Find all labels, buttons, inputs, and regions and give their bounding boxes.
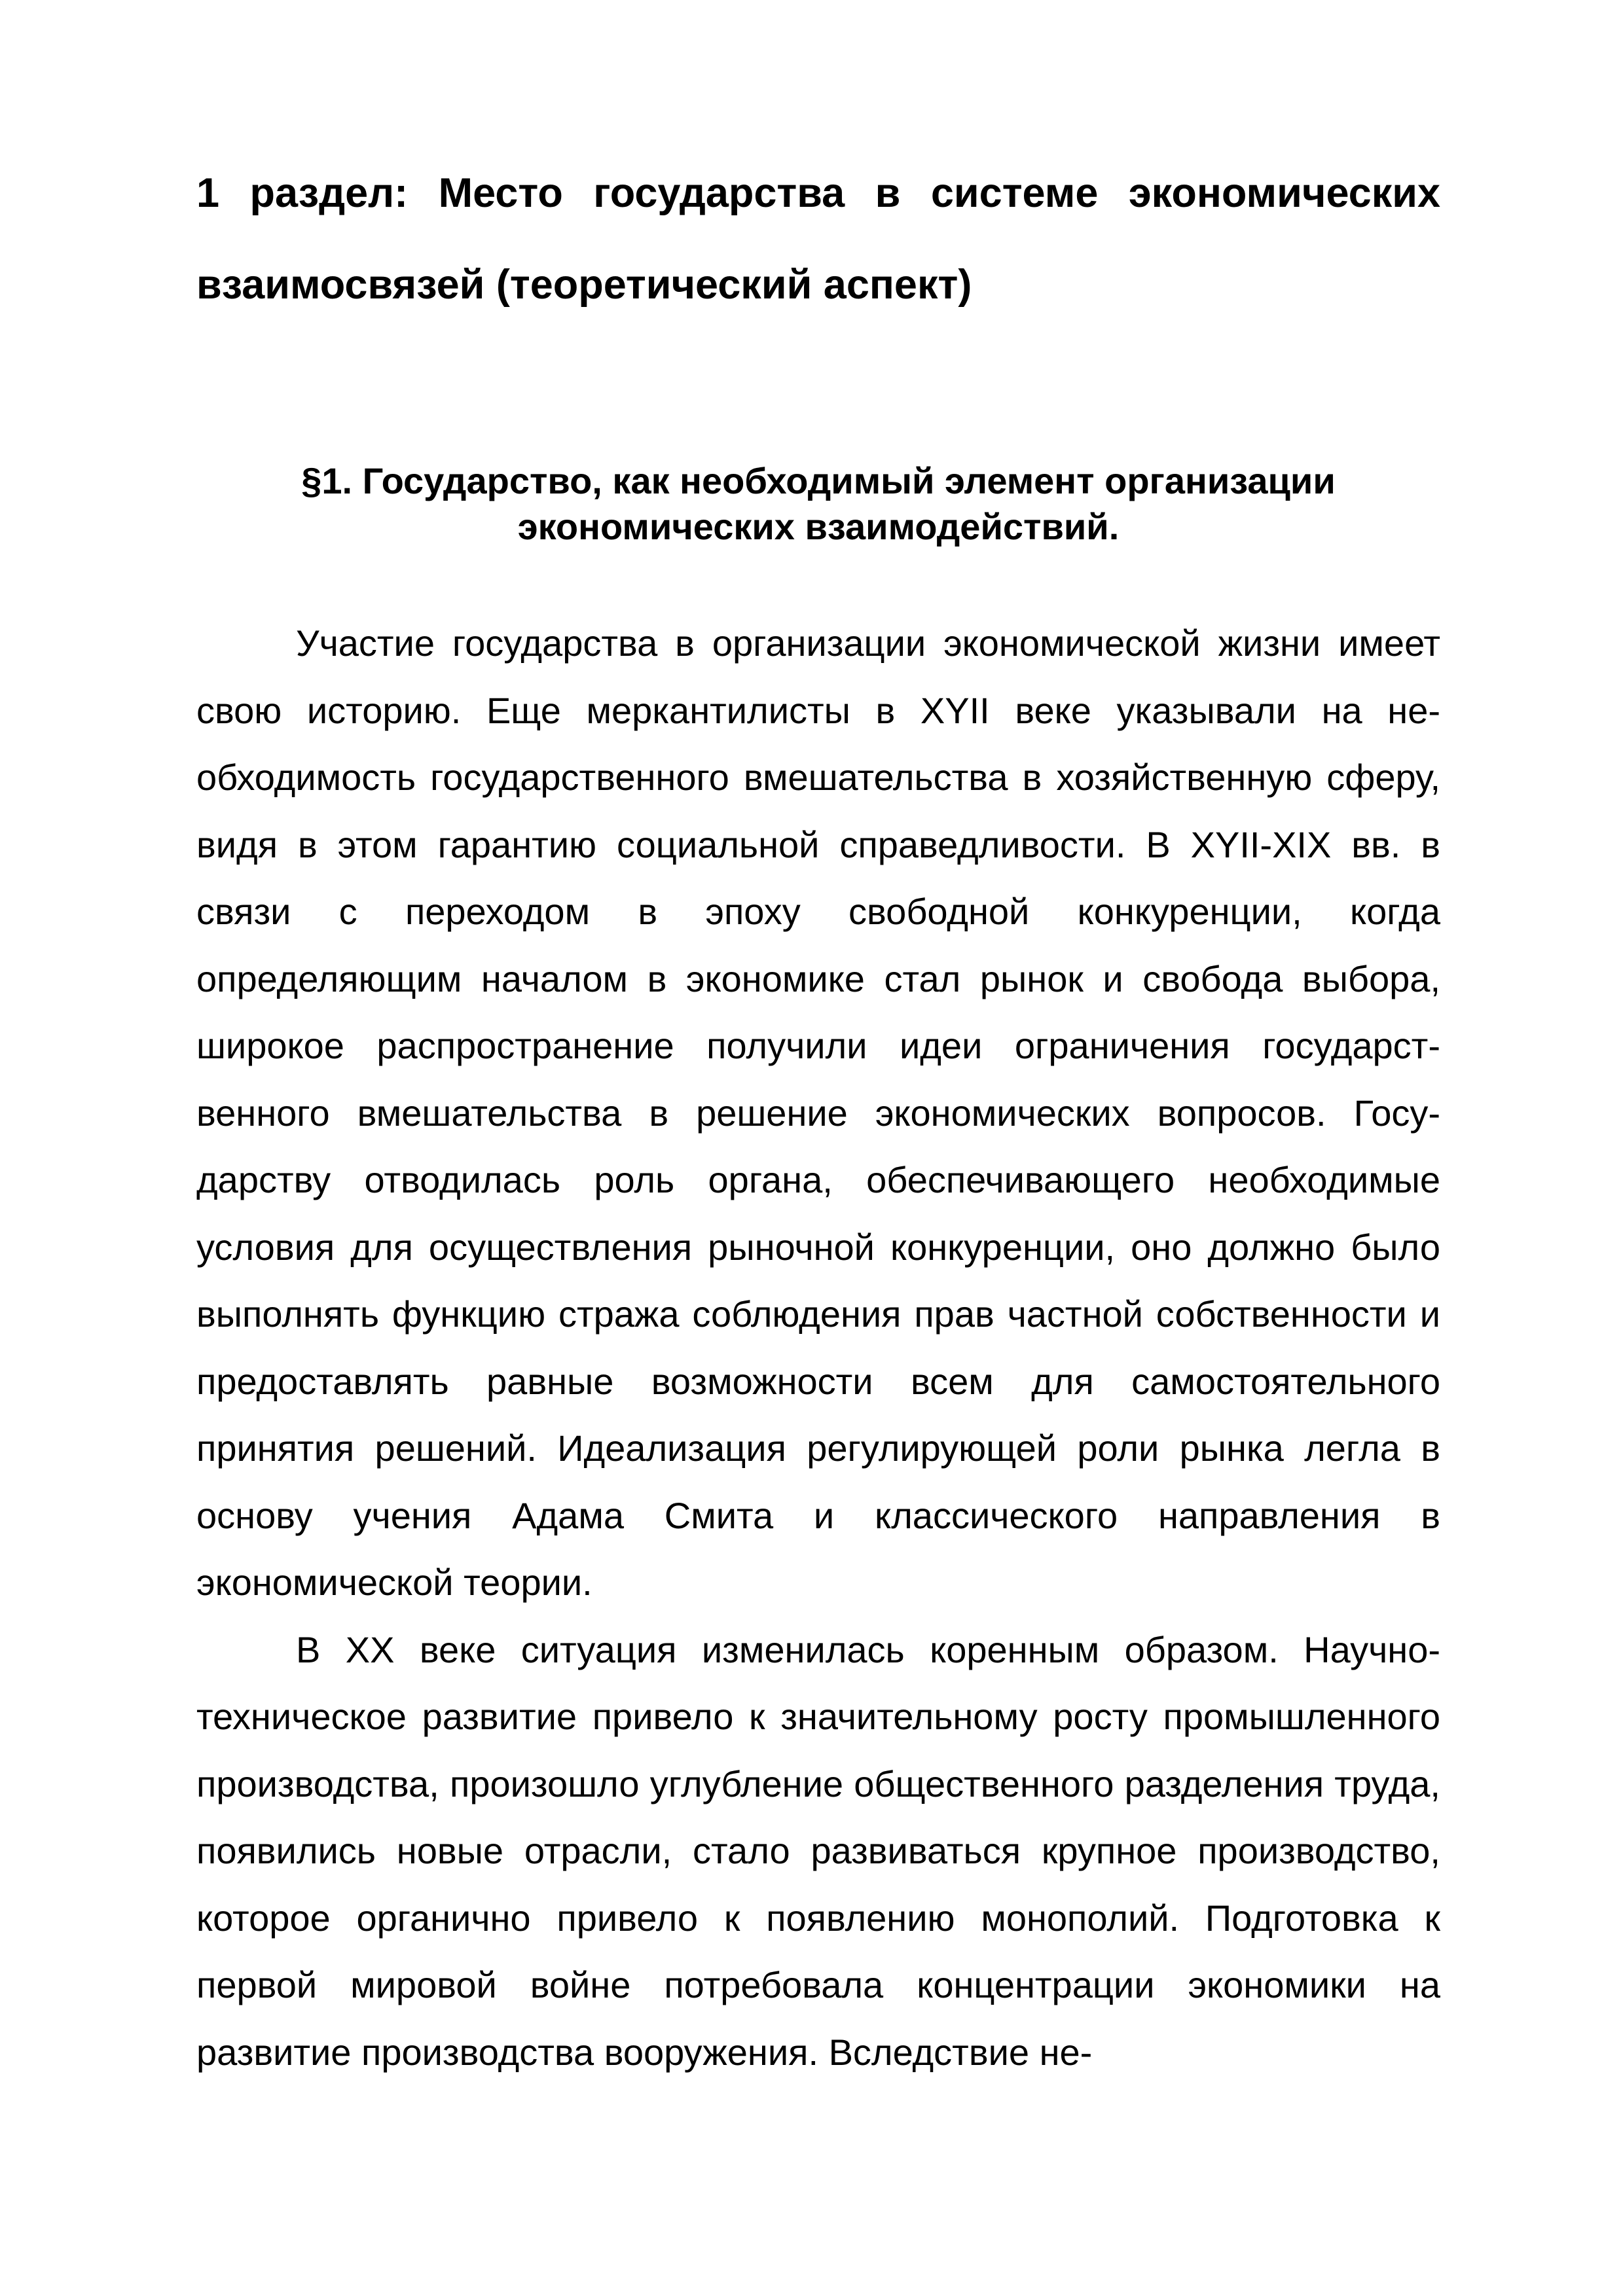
section-title	[196, 458, 1440, 550]
section-title-line-1: §1. Государство, как необходимый элемент организации	[301, 460, 1336, 501]
section-title-line-2: экономических взаимодействий.	[517, 506, 1120, 547]
paragraph: В XX веке ситуация изменилась коренным образом. Научно-техническое развитие привело к значительному росту промышленного производства, произошло углубление общественного разделения труда, появились новые отрасли, стало развиваться крупное производство, которое органично привело к появлению монополий. Подготовка к первой мировой войне потребовала концентрации экономики на развитие производства вооружения. Вследствие не-	[196, 1628, 1440, 2073]
paragraph: Участие государства в организации экономической жизни имеет свою историю. Еще меркантилисты в XYII веке указывали на необходимость государственного вмешательства в хозяйственную сферу, видя в этом гарантию социальной справедливости. В XYII-XIX вв. в связи с переходом в эпоху свободной конкуренции, когда определяющим началом в экономике стал рынок и свобода выбора, широкое распространение получили идеи ограничения государственного вмешательства в решение экономических вопросов. Государству отводилась роль органа, обеспечивающего необходимые условия для осуществления рыночной конкуренции, оно должно было выполнять функцию стража соблюдения прав частной собственности и предоставлять равные возможности всем для самостоятельного принятия решений. Идеализация регулирующей роли рынка легла в основу учения Адама Смита и классического направления в экономической теории.	[196, 622, 1440, 1603]
body-text	[196, 610, 1440, 2086]
chapter-title: 1 раздел: Место государства в системе экономических взаимосвязей (теоретический аспект)	[196, 170, 1440, 308]
